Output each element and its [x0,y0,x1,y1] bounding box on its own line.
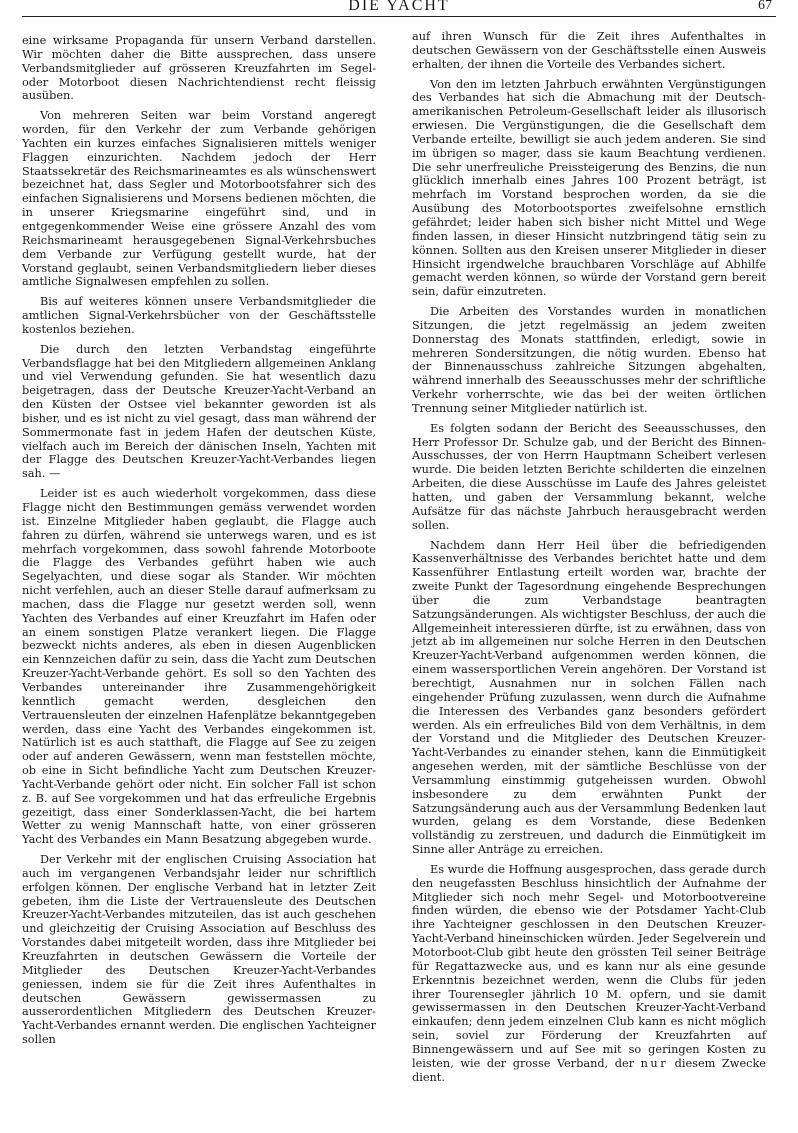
paragraph [412,863,766,1085]
right-column [412,30,766,1090]
paragraph: Bis auf weiteres können unsere Verbandsmitglieder die amtlichen Signal-Verkehrsbücher von der Geschäftsstelle kostenlos beziehen. [22,295,376,336]
paragraph-text: Es wurde die Hoffnung ausgesprochen, dass gerade durch den neugefassten Beschluss hinsichtlich der Aufnahme der Mitglieder sich noch mehr Segel- und Motorbootvereine finden würden, die ebenso wie der Potsdamer Yacht-Club ihre Yachteigner geschlossen in den Deutschen Kreuzer-Yacht-Verband hineinschicken würden. Jeder Segelverein und Motorboot-Club gibt heute den grössten Teil seiner Beiträge für Regattazwecke aus, und es kann nur als eine gesunde Erkenntnis bezeichnet werden, wenn die Clubs für jeden ihrer Tourensegler jährlich 10 M. opfern, und sie damit gewissermassen in den Deutschen Kreuzer-Yacht-Verband einkaufen; denn jedem einzelnen Club kann es nicht möglich sein, soviel zur Förderung der Kreuzfahrten auf Binnengewässern und auf See mit so geringen Kosten zu leisten, wie der grosse Verband, der [412,862,766,1070]
paragraph: Nachdem dann Herr Heil über die befriedigenden Kassenverhältnisse des Verbandes berichtet hatte und dem Kassenführer Entlastung erteilt worden war, brachte der zweite Punkt der Tagesordnung eingehende Besprechungen über die zum Verbandstage beantragten Satzungsänderungen. Als wichtigster Beschluss, der auch die Allgemeinheit interessieren dürfte, ist zu erwähnen, dass von jetzt ab im allgemeinen nur solche Herren in den Deutschen Kreuzer-Yacht-Verband aufgenommen werden können, die einem wassersportlichen Verein angehören. Der Vorstand ist berechtigt, Ausnahmen nur in solchen Fällen nach eingehender Prüfung zuzulassen, wenn durch die Aufnahme die Interessen des Verbandes ganz besonders gefördert werden. Als ein erfreuliches Bild von dem Verhältnis, in dem der Vorstand und die Mitglieder des Deutschen Kreuzer-Yacht-Verbandes zu einander stehen, kann die Einmütigkeit angesehen werden, mit der sämtliche Beschlüsse von der Versammlung einstimmig gutgeheissen wurden. Obwohl insbesondere zu dem erwähnten Punkt der Satzungsänderung auch aus der Versammlung Bedenken laut wurden, gelang es dem Vorstande, diese Bedenken vollständig zu zerstreuen, und dadurch die Einmütigkeit im Sinne aller Anträge zu erreichen. [412,538,766,857]
page-number: 67 [758,0,772,13]
paragraph: Der Verkehr mit der englischen Cruising Association hat auch im vergangenen Verbandsjahr leider nur schriftlich erfolgen können. Der englische Verband hat in letzter Zeit gebeten, ihm die Liste der Vertrauensleute des Deutschen Kreuzer-Yacht-Verbandes mitzuteilen, das ist auch geschehen und gleichzeitig der Cruising Association auf Beschluss des Vorstandes dabei mitgeteilt worden, dass ihre Mitglieder bei Kreuzfahrten in deutschen Gewässern die Vorteile der Mitglieder des Deutschen Kreuzer-Yacht-Verbandes geniessen, indem sie für die Zeit ihres Aufenthaltes in deutschen Gewässern gewissermassen zu ausserordentlichen Mitgliedern des Deutschen Kreuzer-Yacht-Verbandes ernannt werden. Die englischen Yachteigner sollen [22,853,376,1047]
running-title: DIE YACHT [348,0,450,14]
paragraph: Von den im letzten Jahrbuch erwähnten Vergünstigungen des Verbandes hat sich die Abmachung mit der Deutsch-amerikanischen Petroleum-Gesellschaft leider als illusorisch erwiesen. Die Vergünstigungen, die die Gesellschaft dem Verbande erteilte, bewilligt sie auch jedem anderen. Sie sind im übrigen so mager, dass sie kaum Beachtung verdienen. Die sehr unerfreuliche Preissteigerung des Benzins, die nun glücklich innerhalb eines Jahres 100 Prozent beträgt, ist mehrfach im Vorstand besprochen worden, da sie die Ausübung des Motorbootsportes zweifelsohne ernstlich gefährdet; leider haben sich bisher nicht Mittel und Wege finden lassen, in dieser Hinsicht nutzbringend tätig sein zu können. Sollten aus den Kreisen unserer Mitglieder in dieser Hinsicht irgendwelche brauchbaren Vorschläge auf Abhilfe gemacht werden können, so würde der Vorstand gern bereit sein, dafür einzutreten. [412,77,766,299]
paragraph: Die durch den letzten Verbandstag eingeführte Verbandsflagge hat bei den Mitgliedern allgemeinen Anklang und viel Verwendung gefunden. Sie hat wesentlich dazu beigetragen, dass der Deutsche Kreuzer-Yacht-Verband an den Küsten der Ostsee viel bekannter geworden ist als bisher, und es ist nicht zu viel gesagt, dass man während der Sommermonate fast in jedem Hafen der deutschen Küste, vielfach auch im Bereich der dänischen Inseln, Yachten mit der Flagge des Deutschen Kreuzer-Yacht-Verbandes liegen sah. — [22,342,376,481]
paragraph-text-end: diesem Zwecke dient. [412,1056,766,1084]
paragraph: Leider ist es auch wiederholt vorgekommen, dass diese Flagge nicht den Bestimmungen gemäss verwendet worden ist. Einzelne Mitglieder haben geglaubt, die Flagge auch fahren zu dürfen, während sie unterwegs waren, und es ist mehrfach vorgekommen, dass sowohl fahrende Motorboote die Flagge des Verbandes geführt haben wie auch Segelyachten, und diese sogar als Stander. Wir möchten nicht verfehlen, auch an dieser Stelle darauf aufmerksam zu machen, dass die Flagge nur gesetzt werden soll, wenn Yachten des Verbandes auf einer Kreuzfahrt im Hafen oder an einem sonstigen Platze verankert liegen. Die Flagge bezweckt nichts anderes, als eben in diesen Augenblicken ein Kennzeichen dafür zu sein, dass die Yacht zum Deutschen Kreuzer-Yacht-Verbande gehört. Es soll so den Yachten des Verbandes untereinander ihre Zusammengehörigkeit kenntlich gemacht werden, desgleichen den Vertrauensleuten der einzelnen Hafenplätze bekanntgegeben werden, dass eine Yacht des Verbandes eingekommen ist. Natürlich ist es auch statthaft, die Flagge auf See zu zeigen oder auf anderen Gewässern, wenn man feststellen möchte, ob eine in Sicht befindliche Yacht zum Deutschen Kreuzer-Yacht-Verbande gehört oder nicht. Ein solcher Fall ist schon z. B. auf See vorgekommen und hat das erfreuliche Ergebnis gezeitigt, dass einer Sonderklassen-Yacht, die bei hartem Wetter zu wenig Mannschaft hatte, von einer grösseren Yacht des Verbandes ein Mann Besatzung abgegeben wurde. [22,487,376,847]
paragraph: Von mehreren Seiten war beim Vorstand angeregt worden, für den Verkehr der zum Verbande gehörigen Yachten ein kurzes einfaches Signalisieren mittels weniger Flaggen einzurichten. Nachdem jedoch der Herr Staatssekretär des Reichsmarineamtes es als wünschenswert bezeichnet hat, dass Segler und Motorbootsfahrer sich des einfachen Signalisierens und Morsens bedienen möchten, die in unserer Kriegsmarine eingeführt sind, und in entgegenkommender Weise eine grössere Anzahl des vom Reichsmarineamt herausgegebenen Signal-Verkehrsbuches dem Verbande zur Verfügung gestellt wurde, hat der Vorstand geglaubt, seinen Verbandsmitgliedern lieber dieses amtliche Signalwesen empfehlen zu sollen. [22,109,376,289]
left-column [22,34,376,1053]
paragraph: Die Arbeiten des Vorstandes wurden in monatlichen Sitzungen, die jetzt regelmässig an jedem zweiten Donnerstag des Monats stattfinden, erledigt, sowie in mehreren Sondersitzungen, die nötig wurden. Ebenso hat der Binnenausschuss zahlreiche Sitzungen abgehalten, während innerhalb des Seeausschusses mehr der schriftliche Verkehr vorherrschte, wie das bei der weiten örtlichen Trennung seiner Mitglieder natürlich ist. [412,305,766,415]
paragraph: Es folgten sodann der Bericht des Seeausschusses, den Herr Professor Dr. Schulze gab, und der Bericht des Binnen-Ausschusses, der von Herrn Hauptmann Scheibert verlesen wurde. Die beiden letzten Berichte schilderten die einzelnen Arbeiten, die diese Ausschüsse im Laufe des Jahres geleistet hatten, und gaben der Versammlung bekannt, welche Aufsätze für das nächste Jahrbuch herausgebracht werden sollen. [412,421,766,532]
emphasis-text: nur [640,1056,669,1070]
paragraph: auf ihren Wunsch für die Zeit ihres Aufenthaltes in deutschen Gewässern von der Geschäftsstelle einen Ausweis erhalten, der ihnen die Vorteile des Verbandes sichert. [412,30,766,71]
page-header [22,0,776,17]
paragraph: eine wirksame Propaganda für unsern Verband darstellen. Wir möchten daher die Bitte aussprechen, dass unsere Verbandsmitglieder auf grösseren Kreuzfahrten im Segel- oder Motorboot diesen Nachrichtendienst recht fleissig ausüben. [22,34,376,103]
